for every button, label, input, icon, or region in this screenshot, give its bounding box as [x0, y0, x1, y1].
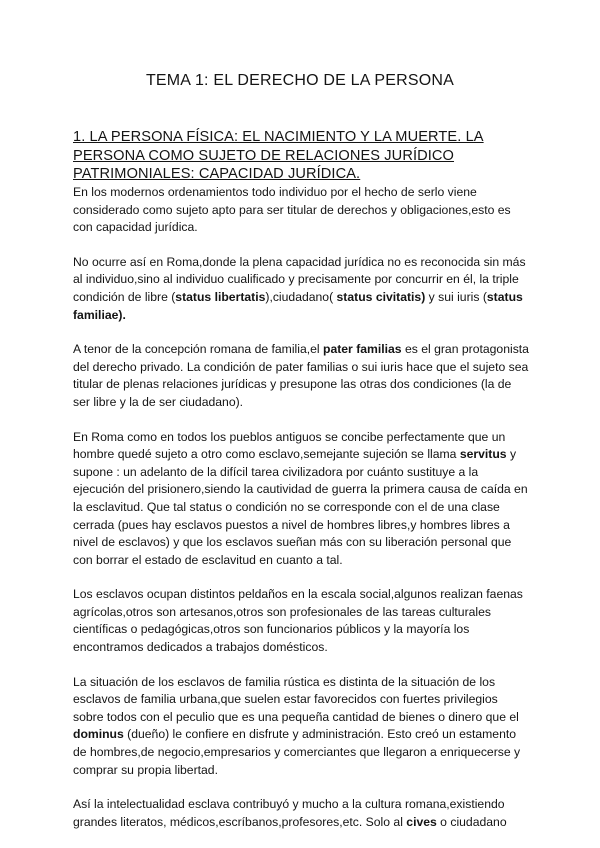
bold-term: status civitatis): [336, 289, 426, 304]
paragraph: [73, 796, 529, 831]
paragraph: [73, 184, 529, 237]
text-run: Así la intelectualidad esclava contribuyó y mucho a la cultura romana,existiendo grandes literatos, médicos,escríbanos,profesores,etc. Solo al: [73, 797, 505, 829]
text-run: A tenor de la concepción romana de familia,el: [73, 342, 323, 357]
paragraph: [73, 341, 529, 411]
text-run: o ciudadano: [436, 814, 507, 829]
page-title: TEMA 1: EL DERECHO DE LA PERSONA: [145, 72, 455, 89]
document-body: [73, 184, 529, 848]
text-run: Los esclavos ocupan distintos peldaños en la escala social,algunos realizan faenas agrícolas,otros son artesanos,otros son profesionales de las tareas culturales científicas o pedagógicas,otros son funcionarios públicos y la mayoría los encontramos dedicados a trabajos domésticos.: [73, 587, 523, 655]
paragraph: [73, 429, 529, 570]
paragraph: [73, 586, 529, 656]
text-run: y sui iuris (: [425, 289, 487, 304]
text-run: La situación de los esclavos de familia rústica es distinta de la situación de los esclavos de familia urbana,que suelen estar favorecidos con fuertes privilegios sobre todos con el peculio que es una pequeña cantidad de bienes o dinero que el: [73, 674, 519, 724]
bold-term: pater familias: [323, 342, 402, 357]
text-run: En Roma como en todos los pueblos antiguos se concibe perfectamente que un hombre quedé sujeto a otro como esclavo,semejante sujeción se llama: [73, 429, 506, 462]
paragraph: [73, 254, 529, 324]
section-heading: 1. LA PERSONA FÍSICA: EL NACIMIENTO Y LA MUERTE. LA PERSONA COMO SUJETO DE RELACIONES JURÍDICO PATRIMONIALES: CAPACIDAD JURÍDICA.: [73, 129, 484, 182]
bold-term: status familiae).: [73, 289, 523, 322]
bold-term: servitus: [459, 447, 507, 462]
text-run: es el gran protagonista del derecho privado. La condición de pater familias o sui iuris hace que el sujeto sea titular de plenas relaciones jurídicas y presupone las otras dos condiciones (la de ser libre y la de ser ciudadano).: [73, 342, 529, 409]
bold-term: status libertatis: [175, 289, 266, 304]
text-run: ),ciudadano(: [265, 289, 337, 304]
paragraph: [73, 674, 529, 780]
bold-term: cives: [406, 814, 437, 829]
text-run: (dueño) le confiere en disfrute y administración. Esto creó un estamento de hombres,de negocio,empresarios y comerciantes que llegaron a enriquecerse y comprar su propia libertad.: [73, 727, 521, 777]
text-run: y supone : un adelanto de la difícil tarea civilizadora por cuánto sustituye a la ejecución del prisionero,siendo la cautividad de guerra la primera causa de caída en la esclavitud. Que tal status o condición no se corresponde con el de una clase cerrada (pues hay esclavos puestos a nivel de hombres libres,y hombres libres a nivel de esclavos) y que los esclavos sueñan más con su liberación personal que con borrar el estado de esclavitud en cuanto a tal.: [73, 447, 528, 567]
text-run: No ocurre así en Roma,donde la plena capacidad jurídica no es reconocida sin más al individuo,sino al individuo cualificado y precisamente por concurrir en él, la triple condición de libre (: [73, 254, 526, 304]
bold-term: dominus: [73, 727, 124, 742]
text-run: En los modernos ordenamientos todo individuo por el hecho de serlo viene considerado como sujeto apto para ser titular de derechos y obligaciones,esto es con capacidad jurídica.: [73, 185, 511, 235]
